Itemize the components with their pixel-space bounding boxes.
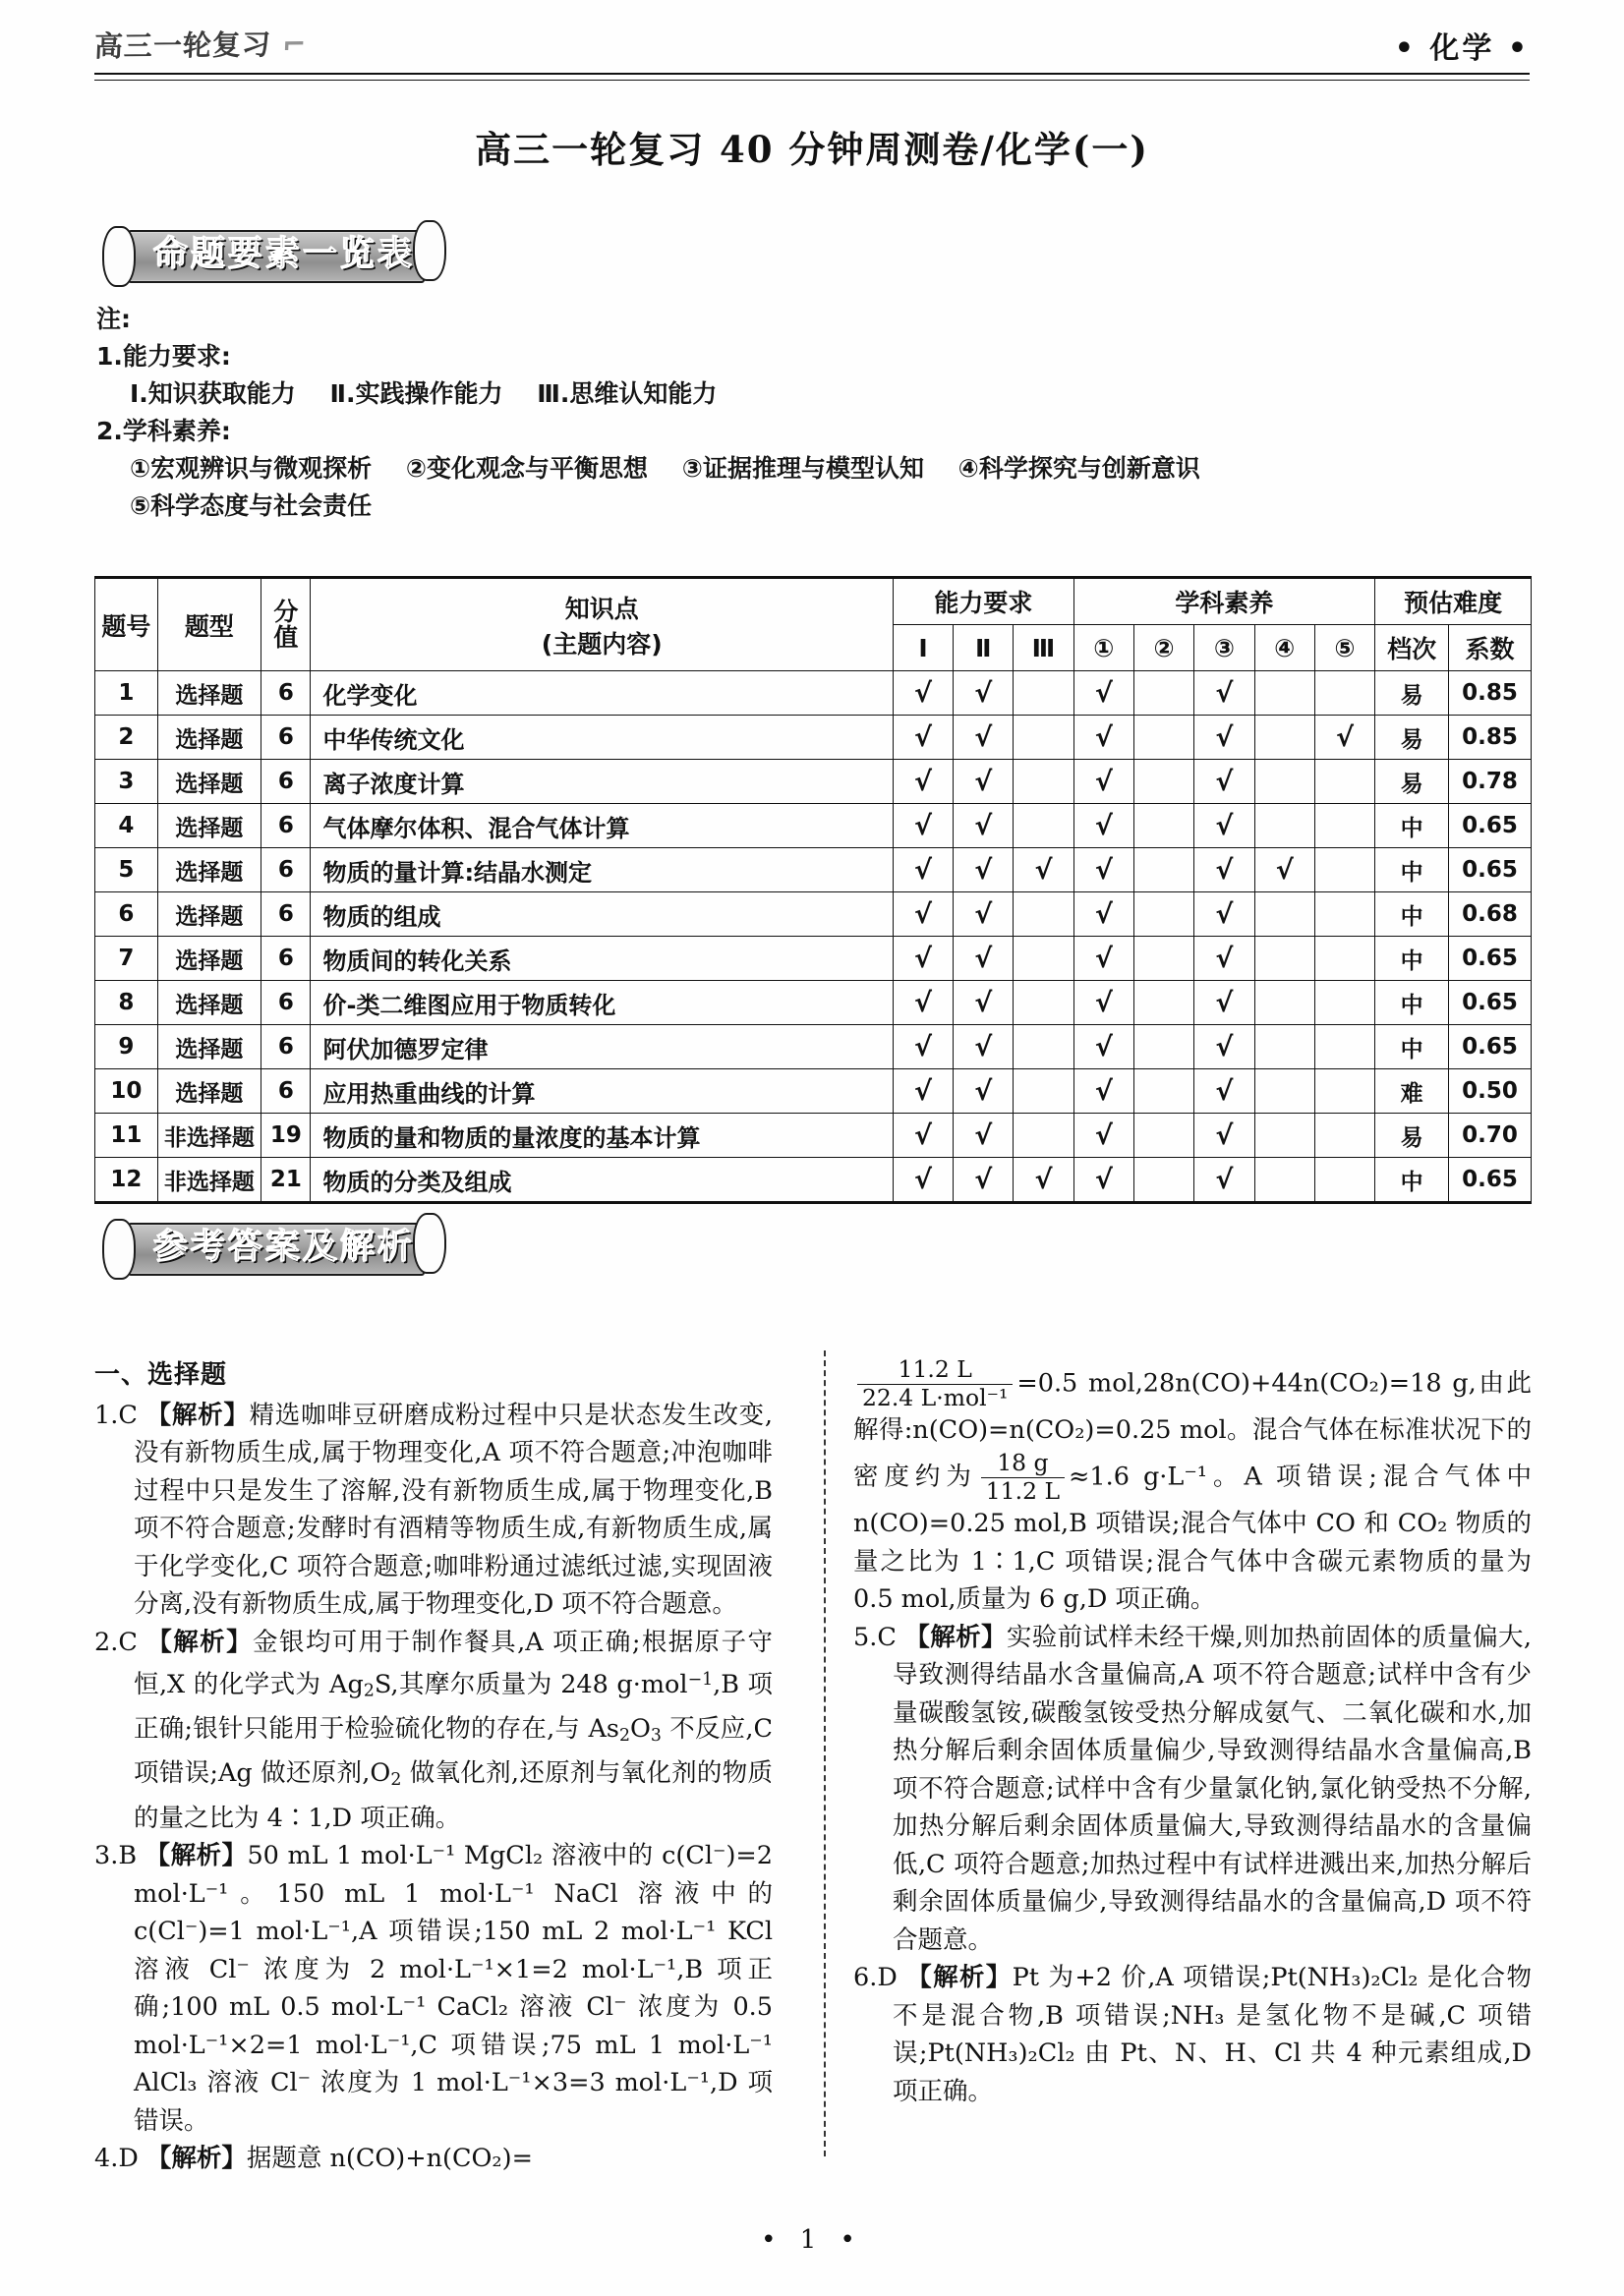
header-rule — [94, 73, 1530, 81]
cell-ability-1: √ — [893, 892, 953, 937]
answer-4-label: 4.D — [94, 2144, 139, 2174]
answer-2-text-b: S,其摩尔质量为 248 g·mol — [374, 1669, 688, 1699]
cell-question-type: 选择题 — [157, 671, 261, 716]
answer-item-5 — [853, 1619, 1532, 1960]
cell-level: 中 — [1375, 1158, 1449, 1203]
cell-literacy-2 — [1133, 760, 1193, 804]
running-header-subject: • 化学 • — [1394, 31, 1530, 66]
table-row — [95, 892, 1532, 937]
banner-curl-left-icon — [102, 226, 136, 287]
answer-item-4-start — [94, 2140, 773, 2178]
answer-item-1 — [94, 1397, 773, 1624]
cell-ability-1: √ — [893, 804, 953, 848]
cell-ability-1: √ — [893, 937, 953, 981]
answer-2-label: 2.C — [94, 1627, 138, 1657]
answer-6-tag: 【解析】 — [906, 1963, 1013, 1993]
cell-coefficient: 0.65 — [1449, 804, 1532, 848]
cell-literacy-4 — [1254, 1025, 1314, 1069]
cell-literacy-3: √ — [1194, 892, 1254, 937]
cell-points: 6 — [261, 1069, 311, 1114]
cell-literacy-3: √ — [1194, 716, 1254, 760]
cell-question-no: 2 — [95, 716, 158, 760]
cell-level: 易 — [1375, 1114, 1449, 1158]
cell-literacy-5 — [1314, 981, 1374, 1025]
cell-literacy-1: √ — [1073, 1069, 1133, 1114]
cell-literacy-3: √ — [1194, 760, 1254, 804]
cell-level: 中 — [1375, 892, 1449, 937]
notes-literacy-list-row2 — [96, 488, 1200, 525]
cell-literacy-2 — [1133, 1158, 1193, 1203]
th-literacy-5: ⑤ — [1314, 625, 1374, 671]
cell-ability-3 — [1014, 892, 1073, 937]
th-no: 题号 — [95, 578, 158, 671]
ability-item-1: Ⅰ.知识获取能力 — [130, 379, 296, 408]
cell-literacy-4 — [1254, 671, 1314, 716]
answers-section-title: 一、选择题 — [94, 1360, 228, 1390]
cell-coefficient: 0.78 — [1449, 760, 1532, 804]
th-literacy-4: ④ — [1254, 625, 1314, 671]
table-row — [95, 1114, 1532, 1158]
cell-coefficient: 0.85 — [1449, 716, 1532, 760]
answer-5-label: 5.C — [853, 1622, 897, 1652]
cell-ability-3 — [1014, 981, 1073, 1025]
cell-question-type: 选择题 — [157, 892, 261, 937]
cell-literacy-1: √ — [1073, 1025, 1133, 1069]
cell-question-type: 选择题 — [157, 716, 261, 760]
cell-question-no: 4 — [95, 804, 158, 848]
answer-2-sup-1: −1 — [687, 1670, 714, 1690]
running-header — [0, 18, 1624, 81]
cell-literacy-4 — [1254, 804, 1314, 848]
cell-literacy-3: √ — [1194, 671, 1254, 716]
cell-ability-3: √ — [1014, 848, 1073, 892]
cell-ability-3 — [1014, 1069, 1073, 1114]
cell-coefficient: 0.65 — [1449, 1025, 1532, 1069]
ability-item-3: Ⅲ.思维认知能力 — [537, 379, 718, 408]
outline-table-body — [95, 671, 1532, 1203]
cell-level: 易 — [1375, 760, 1449, 804]
cell-literacy-2 — [1133, 1069, 1193, 1114]
th-type: 题型 — [157, 578, 261, 671]
cell-knowledge: 阿伏加德罗定律 — [311, 1025, 894, 1069]
answer-2-sub-1: 2 — [363, 1681, 375, 1701]
cell-ability-1: √ — [893, 1025, 953, 1069]
cell-literacy-3: √ — [1194, 1158, 1254, 1203]
cell-level: 中 — [1375, 804, 1449, 848]
answers-column-left — [94, 1356, 773, 2178]
cell-ability-1: √ — [893, 848, 953, 892]
table-row — [95, 716, 1532, 760]
cell-question-type: 选择题 — [157, 937, 261, 981]
answer-4-fraction-1 — [857, 1356, 1013, 1411]
literacy-item-4: ④科学探究与创新意识 — [957, 454, 1200, 483]
cell-question-no: 3 — [95, 760, 158, 804]
column-divider — [824, 1350, 826, 2156]
cell-question-no: 11 — [95, 1114, 158, 1158]
cell-literacy-2 — [1133, 1114, 1193, 1158]
cell-knowledge: 化学变化 — [311, 671, 894, 716]
notes-ability-label: 1.能力要求: — [96, 342, 231, 371]
table-row — [95, 1069, 1532, 1114]
answer-4-fraction-1-numerator: 11.2 L — [898, 1355, 972, 1383]
table-row — [95, 1025, 1532, 1069]
cell-question-type: 选择题 — [157, 1069, 261, 1114]
cell-literacy-3: √ — [1194, 937, 1254, 981]
cell-ability-2: √ — [954, 892, 1014, 937]
cell-points: 6 — [261, 892, 311, 937]
cell-ability-3 — [1014, 760, 1073, 804]
cell-ability-1: √ — [893, 1114, 953, 1158]
cell-ability-2: √ — [954, 1114, 1014, 1158]
table-row — [95, 981, 1532, 1025]
cell-level: 中 — [1375, 848, 1449, 892]
answer-item-6 — [853, 1959, 1532, 2110]
notes-label: 注: — [96, 305, 131, 333]
page-title: 高三一轮复习 40 分钟周测卷/化学(一) — [475, 128, 1149, 171]
banner-curl-right-icon-2 — [413, 1213, 446, 1274]
banner-answers — [102, 1217, 446, 1278]
cell-literacy-2 — [1133, 716, 1193, 760]
cell-literacy-1: √ — [1073, 937, 1133, 981]
answer-2-text-c: ,B 项正确;银针只能用于检验硫化物的存在,与 As — [134, 1669, 774, 1745]
cell-literacy-5 — [1314, 760, 1374, 804]
cell-knowledge: 物质间的转化关系 — [311, 937, 894, 981]
cell-literacy-5 — [1314, 1025, 1374, 1069]
answer-5-text: 实验前试样未经干燥,则加热前固体的质量偏大,导致测得结晶水含量偏高,A 项不符合题意;试样中含有少量碳酸氢铵,碳酸氢铵受热分解成氨气、二氧化碳和水,加热分解后剩余固体质量偏少,导致测得结晶水含量偏高,B 项不符合题意;试样中含有少量氯化钠,氯化钠受热不分解,加热分解后剩余固体质量偏大,导致测得结晶水的含量偏低,C 项符合题意;加热过程中有试样进溅出来,加热分解后剩余固体质量偏少,导致测得结晶水的含量偏高,D 项不符合题意。 — [893, 1622, 1532, 1955]
cell-literacy-2 — [1133, 937, 1193, 981]
notes-ability-list — [96, 375, 1200, 413]
cell-literacy-2 — [1133, 981, 1193, 1025]
cell-level: 中 — [1375, 1025, 1449, 1069]
cell-ability-2: √ — [954, 937, 1014, 981]
cell-literacy-3: √ — [1194, 1069, 1254, 1114]
cell-level: 难 — [1375, 1069, 1449, 1114]
cell-coefficient: 0.70 — [1449, 1114, 1532, 1158]
cell-points: 19 — [261, 1114, 311, 1158]
cell-literacy-1: √ — [1073, 804, 1133, 848]
cell-question-type: 选择题 — [157, 760, 261, 804]
answer-6-label: 6.D — [853, 1963, 898, 1993]
cell-points: 6 — [261, 848, 311, 892]
table-row — [95, 937, 1532, 981]
cell-points: 6 — [261, 1025, 311, 1069]
table-row — [95, 671, 1532, 716]
answer-6-text: Pt 为+2 价,A 项错误;Pt(NH₃)₂Cl₂ 是化合物不是混合物,B 项错误;NH₃ 是氢化物不是碱,C 项错误;Pt(NH₃)₂Cl₂ 由 Pt、N、H、Cl 共 4 种元素组成,D 项正确。 — [893, 1963, 1532, 2106]
th-coefficient: 系数 — [1449, 625, 1532, 671]
answer-4-tag: 【解析】 — [145, 2144, 247, 2174]
banner-curl-left-icon-2 — [102, 1219, 136, 1280]
cell-ability-2: √ — [954, 1158, 1014, 1203]
notes-literacy-label: 2.学科素养: — [96, 417, 231, 445]
cell-literacy-3: √ — [1194, 1114, 1254, 1158]
cell-points: 6 — [261, 981, 311, 1025]
cell-points: 6 — [261, 760, 311, 804]
cell-literacy-3: √ — [1194, 804, 1254, 848]
cell-coefficient: 0.50 — [1449, 1069, 1532, 1114]
th-literacy-group: 学科素养 — [1073, 578, 1374, 625]
cell-ability-3 — [1014, 804, 1073, 848]
cell-ability-2: √ — [954, 760, 1014, 804]
answer-item-3 — [94, 1837, 773, 2140]
outline-table-head — [95, 578, 1532, 671]
cell-knowledge: 气体摩尔体积、混合气体计算 — [311, 804, 894, 848]
cell-ability-3: √ — [1014, 1158, 1073, 1203]
cell-literacy-5 — [1314, 892, 1374, 937]
cell-ability-2: √ — [954, 848, 1014, 892]
table-header-row-1 — [95, 578, 1532, 625]
cell-coefficient: 0.68 — [1449, 892, 1532, 937]
cell-literacy-1: √ — [1073, 892, 1133, 937]
cell-literacy-4: √ — [1254, 848, 1314, 892]
cell-literacy-1: √ — [1073, 981, 1133, 1025]
cell-literacy-1: √ — [1073, 1158, 1133, 1203]
cell-literacy-2 — [1133, 892, 1193, 937]
answer-4-text-b: =0.5 mol,28n(CO)+44n(CO₂)=18 g,由此解得:n(CO)=n(CO₂)=0.25 mol。混合气体在标准状况下的密度约为 — [853, 1368, 1532, 1492]
answer-2-text-e: 不反应,C 项错误;Ag 做还原剂,O — [134, 1714, 773, 1789]
page-number: • 1 • — [761, 2225, 863, 2255]
cell-knowledge: 物质的量和物质的量浓度的基本计算 — [311, 1114, 894, 1158]
cell-coefficient: 0.65 — [1449, 848, 1532, 892]
cell-knowledge: 中华传统文化 — [311, 716, 894, 760]
th-level: 档次 — [1375, 625, 1449, 671]
cell-ability-1: √ — [893, 760, 953, 804]
cell-question-no: 8 — [95, 981, 158, 1025]
table-row — [95, 760, 1532, 804]
cell-ability-3 — [1014, 1114, 1073, 1158]
table-row — [95, 1158, 1532, 1203]
notes-literacy-list-row1 — [96, 450, 1200, 488]
literacy-item-3: ③证据推理与模型认知 — [681, 454, 924, 483]
th-ability-2: Ⅱ — [954, 625, 1014, 671]
cell-points: 6 — [261, 937, 311, 981]
cell-literacy-5 — [1314, 1069, 1374, 1114]
cell-question-type: 选择题 — [157, 981, 261, 1025]
th-ability-1: Ⅰ — [893, 625, 953, 671]
answer-1-tag: 【解析】 — [145, 1400, 250, 1430]
cell-ability-2: √ — [954, 1025, 1014, 1069]
th-points — [261, 578, 311, 671]
cell-literacy-1: √ — [1073, 671, 1133, 716]
cell-question-no: 6 — [95, 892, 158, 937]
cell-coefficient: 0.65 — [1449, 981, 1532, 1025]
cell-question-type: 选择题 — [157, 848, 261, 892]
cell-question-no: 12 — [95, 1158, 158, 1203]
cell-ability-3 — [1014, 937, 1073, 981]
table-row — [95, 848, 1532, 892]
cell-literacy-5: √ — [1314, 716, 1374, 760]
cell-points: 6 — [261, 671, 311, 716]
answer-2-tag: 【解析】 — [146, 1627, 253, 1657]
cell-question-type: 选择题 — [157, 1025, 261, 1069]
cell-question-no: 5 — [95, 848, 158, 892]
running-header-left — [93, 23, 308, 65]
cell-literacy-4 — [1254, 892, 1314, 937]
cell-ability-2: √ — [954, 981, 1014, 1025]
answer-2-sub-4: 2 — [390, 1770, 402, 1791]
cell-ability-1: √ — [893, 1158, 953, 1203]
th-points-text: 分值 — [273, 597, 299, 652]
answer-5-tag: 【解析】 — [904, 1622, 1007, 1652]
cell-literacy-4 — [1254, 1114, 1314, 1158]
ability-item-2: Ⅱ.实践操作能力 — [329, 379, 503, 408]
cell-coefficient: 0.85 — [1449, 671, 1532, 716]
cell-points: 6 — [261, 716, 311, 760]
th-ability-group: 能力要求 — [893, 578, 1073, 625]
answer-4-fraction-2-denominator: 11.2 L — [981, 1477, 1065, 1506]
cell-literacy-5 — [1314, 1114, 1374, 1158]
cell-level: 中 — [1375, 937, 1449, 981]
cell-question-no: 9 — [95, 1025, 158, 1069]
cell-literacy-4 — [1254, 1158, 1314, 1203]
cell-literacy-4 — [1254, 716, 1314, 760]
cell-knowledge: 离子浓度计算 — [311, 760, 894, 804]
cell-ability-1: √ — [893, 671, 953, 716]
th-knowledge-main: 知识点 — [564, 594, 639, 623]
answer-2-text-d: O — [630, 1714, 651, 1745]
th-literacy-2: ② — [1133, 625, 1193, 671]
th-literacy-3: ③ — [1194, 625, 1254, 671]
cell-level: 易 — [1375, 671, 1449, 716]
cell-literacy-5 — [1314, 1158, 1374, 1203]
answer-3-label: 3.B — [94, 1841, 138, 1871]
literacy-item-5: ⑤科学态度与社会责任 — [130, 491, 373, 520]
cell-coefficient: 0.65 — [1449, 1158, 1532, 1203]
cell-ability-2: √ — [954, 716, 1014, 760]
cell-literacy-3: √ — [1194, 1025, 1254, 1069]
th-literacy-1: ① — [1073, 625, 1133, 671]
cell-literacy-1: √ — [1073, 848, 1133, 892]
answer-2-text-a: 金银均可用于制作餐具,A 项正确;根据原子守恒,X 的化学式为 Ag — [134, 1627, 773, 1699]
cell-literacy-5 — [1314, 848, 1374, 892]
cell-knowledge: 物质的分类及组成 — [311, 1158, 894, 1203]
literacy-item-2: ②变化观念与平衡思想 — [405, 454, 649, 483]
cell-knowledge: 物质的量计算:结晶水测定 — [311, 848, 894, 892]
cell-literacy-1: √ — [1073, 716, 1133, 760]
cell-points: 21 — [261, 1158, 311, 1203]
banner-curl-right-icon — [413, 220, 446, 281]
answer-4-text-a: 据题意 n(CO)+n(CO₂)= — [246, 2144, 533, 2174]
cell-ability-3 — [1014, 716, 1073, 760]
outline-table — [94, 576, 1532, 1204]
cell-level: 中 — [1375, 981, 1449, 1025]
cell-knowledge: 物质的组成 — [311, 892, 894, 937]
cell-coefficient: 0.65 — [1449, 937, 1532, 981]
answer-item-4-continued — [853, 1356, 1532, 1619]
cell-ability-2: √ — [954, 671, 1014, 716]
notes-block — [96, 301, 1200, 525]
cell-literacy-2 — [1133, 671, 1193, 716]
cell-literacy-1: √ — [1073, 1114, 1133, 1158]
answer-4-text-c: ≈1.6 g·L⁻¹。A 项错误;混合气体中 n(CO)=0.25 mol,B 项错误;混合气体中 CO 和 CO₂ 物质的量之比为 1∶1,C 项错误;混合气体中含碳元素物质的量为 0.5 mol,质量为 6 g,D 项正确。 — [853, 1462, 1532, 1615]
cell-literacy-5 — [1314, 804, 1374, 848]
answer-3-text: 50 mL 1 mol·L⁻¹ MgCl₂ 溶液中的 c(Cl⁻)=2 mol·L⁻¹。150 mL 1 mol·L⁻¹ NaCl 溶液中的 c(Cl⁻)=1 mol·L⁻¹,A 项错误;150 mL 2 mol·L⁻¹ KCl 溶液 Cl⁻ 浓度为 2 mol·L⁻¹×1=2 mol·L⁻¹,B 项正确;100 mL 0.5 mol·L⁻¹ CaCl₂ 溶液 Cl⁻ 浓度为 0.5 mol·L⁻¹×2=1 mol·L⁻¹,C 项错误;75 mL 1 mol·L⁻¹ AlCl₃ 溶液 Cl⁻ 浓度为 1 mol·L⁻¹×3=3 mol·L⁻¹,D 项错误。 — [134, 1841, 773, 2136]
banner-answers-label: 参考答案及解析 — [153, 1228, 416, 1267]
cell-ability-2: √ — [954, 804, 1014, 848]
cell-literacy-1: √ — [1073, 760, 1133, 804]
answer-4-fraction-2-numerator: 18 g — [997, 1448, 1049, 1476]
cell-knowledge: 价-类二维图应用于物质转化 — [311, 981, 894, 1025]
th-ability-3: Ⅲ — [1014, 625, 1073, 671]
outline-table-wrapper — [94, 576, 1532, 1204]
answers-column-right — [853, 1356, 1532, 2110]
cell-literacy-2 — [1133, 1025, 1193, 1069]
cell-ability-1: √ — [893, 981, 953, 1025]
th-knowledge — [311, 578, 894, 671]
running-header-left-text: 高三一轮复习 — [93, 28, 272, 64]
cell-level: 易 — [1375, 716, 1449, 760]
answer-2-sub-3: 3 — [650, 1725, 662, 1746]
th-difficulty-group: 预估难度 — [1375, 578, 1532, 625]
cell-ability-1: √ — [893, 1069, 953, 1114]
table-row — [95, 804, 1532, 848]
cell-literacy-2 — [1133, 848, 1193, 892]
cell-literacy-4 — [1254, 937, 1314, 981]
cell-question-type: 选择题 — [157, 804, 261, 848]
cell-ability-2: √ — [954, 1069, 1014, 1114]
cell-question-type: 非选择题 — [157, 1114, 261, 1158]
cell-literacy-5 — [1314, 671, 1374, 716]
cell-literacy-4 — [1254, 1069, 1314, 1114]
cell-literacy-4 — [1254, 760, 1314, 804]
th-knowledge-sub: (主题内容) — [541, 629, 663, 659]
answer-3-tag: 【解析】 — [145, 1841, 248, 1871]
answer-4-fraction-2 — [981, 1450, 1065, 1505]
cell-literacy-2 — [1133, 804, 1193, 848]
cell-question-no: 10 — [95, 1069, 158, 1114]
answer-4-fraction-1-denominator: 22.4 L·mol⁻¹ — [857, 1384, 1013, 1412]
literacy-item-1: ①宏观辨识与微观探析 — [130, 454, 373, 483]
answer-2-text-f: 做氧化剂,还原剂与氧化剂的物质的量之比为 4∶1,D 项正确。 — [134, 1758, 773, 1833]
cell-question-type: 非选择题 — [157, 1158, 261, 1203]
answer-item-2 — [94, 1624, 773, 1838]
cell-knowledge: 应用热重曲线的计算 — [311, 1069, 894, 1114]
cell-literacy-3: √ — [1194, 981, 1254, 1025]
cell-points: 6 — [261, 804, 311, 848]
cell-ability-3 — [1014, 671, 1073, 716]
cell-question-no: 1 — [95, 671, 158, 716]
cell-ability-1: √ — [893, 716, 953, 760]
cell-literacy-4 — [1254, 981, 1314, 1025]
cell-question-no: 7 — [95, 937, 158, 981]
answer-1-text: 精选咖啡豆研磨成粉过程中只是状态发生改变,没有新物质生成,属于物理变化,A 项不符合题意;冲泡咖啡过程中只是发生了溶解,没有新物质生成,属于物理变化,B 项不符合题意;发酵时有酒精等物质生成,有新物质生成,属于化学变化,C 项符合题意;咖啡粉通过滤纸过滤,实现固液分离,没有新物质生成,属于物理变化,D 项不符合题意。 — [134, 1400, 773, 1619]
answer-1-label: 1.C — [94, 1400, 138, 1430]
answer-2-sub-2: 2 — [618, 1725, 630, 1746]
banner-outline — [102, 224, 446, 285]
banner-outline-label: 命题要素一览表 — [153, 235, 416, 274]
cell-literacy-5 — [1314, 937, 1374, 981]
running-header-smudge: ⌐ — [281, 27, 309, 62]
cell-literacy-3: √ — [1194, 848, 1254, 892]
cell-ability-3 — [1014, 1025, 1073, 1069]
